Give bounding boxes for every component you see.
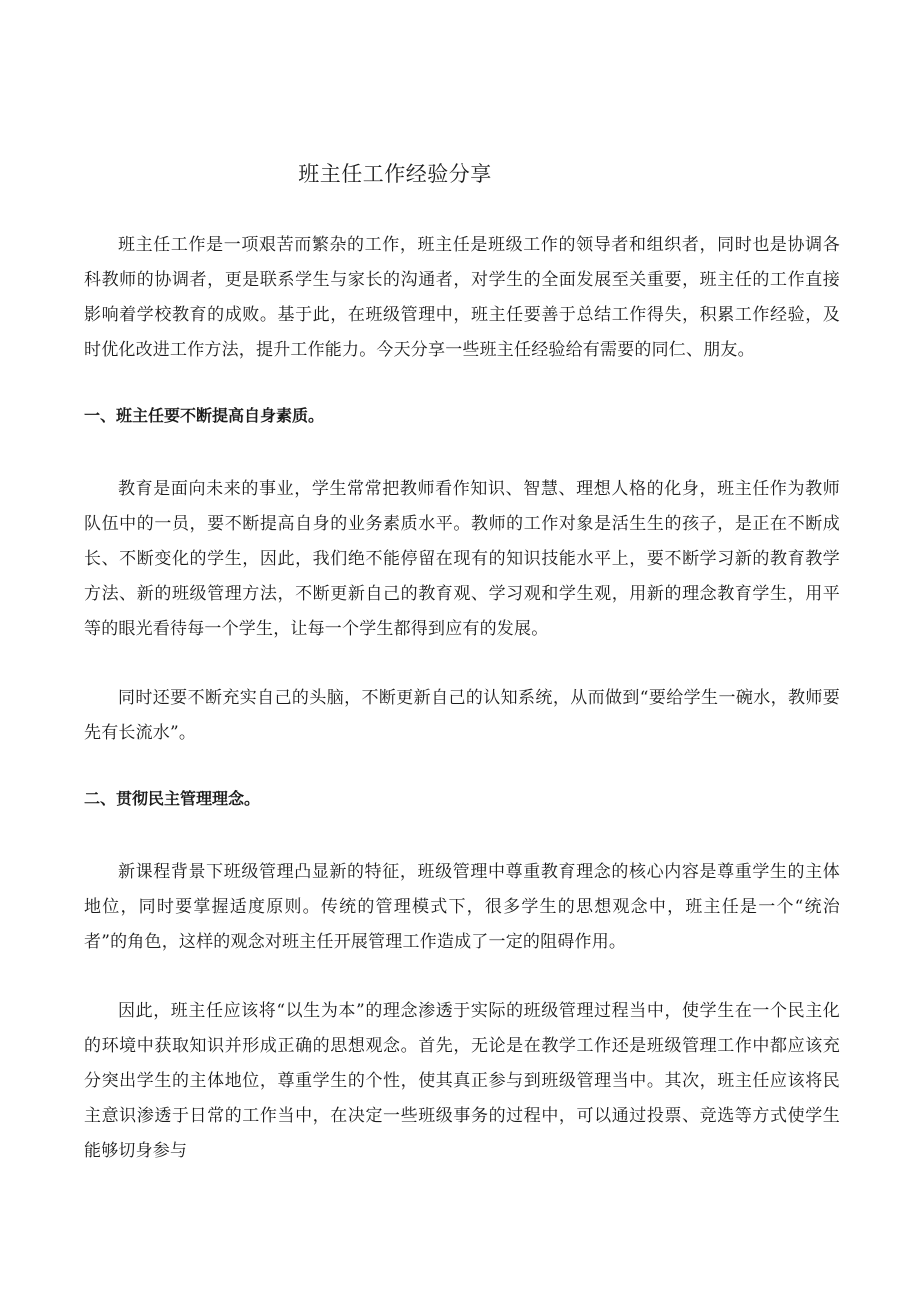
spacer <box>84 960 840 994</box>
intro-paragraph: 班主任工作是一项艰苦而繁杂的工作，班主任是班级工作的领导者和组织者，同时也是协调各科教师的协调者，更是联系学生与家长的沟通者，对学生的全面发展至关重要，班主任的工作直接影响着学校教育的成败。基于此，在班级管理中，班主任要善于总结工作得失，积累工作经验，及时优化改进工作方法，提升工作能力。今天分享一些班主任经验给有需要的同仁、朋友。 <box>84 235 840 360</box>
section-heading-2: 二、贯彻民主管理理念。 <box>84 789 261 808</box>
section-heading-1: 一、班主任要不断提高自身素质。 <box>84 406 325 425</box>
spacer <box>84 647 840 681</box>
section-2-paragraph-2: 因此，班主任应该将“以生为本”的理念渗透于实际的班级管理过程当中，使学生在一个民主化的环境中获取知识并形成正确的思想观念。首先，无论是在教学工作还是班级管理工作中都应该充分突出学生的主体地位，尊重学生的个性，使其真正参与到班级管理当中。其次，班主任应该将民主意识渗透于日常的工作当中，在决定一些班级事务的过程中，可以通过投票、竞选等方式使学生能够切身参与 <box>84 1001 840 1161</box>
section-1-paragraph-1: 教育是面向未来的事业，学生常常把教师看作知识、智慧、理想人格的化身，班主任作为教师队伍中的一员，要不断提高自身的业务素质水平。教师的工作对象是活生生的孩子，是正在不断成长、不断变化的学生，因此，我们绝不能停留在现有的知识技能水平上，要不断学习新的教育教学方法、新的班级管理方法，不断更新自己的教育观、学习观和学生观，用新的理念教育学生，用平等的眼光看待每一个学生，让每一个学生都得到应有的发展。 <box>84 479 840 639</box>
document-title: 班主任工作经验分享 <box>298 162 492 186</box>
spacer <box>84 430 840 472</box>
spacer <box>84 813 840 855</box>
section-2-paragraph-1: 新课程背景下班级管理凸显新的特征，班级管理中尊重教育理念的核心内容是尊重学生的主体地位，同时要掌握适度原则。传统的管理模式下，很多学生的思想观念中，班主任是一个“统治者”的角色，这样的观念对班主任开展管理工作造成了一定的阻碍作用。 <box>84 862 840 952</box>
document-body <box>84 228 840 1169</box>
section-1-paragraph-2: 同时还要不断充实自己的头脑，不断更新自己的认知系统，从而做到“要给学生一碗水，教师要先有长流水”。 <box>84 688 840 743</box>
spacer <box>84 368 840 402</box>
spacer <box>84 751 840 785</box>
